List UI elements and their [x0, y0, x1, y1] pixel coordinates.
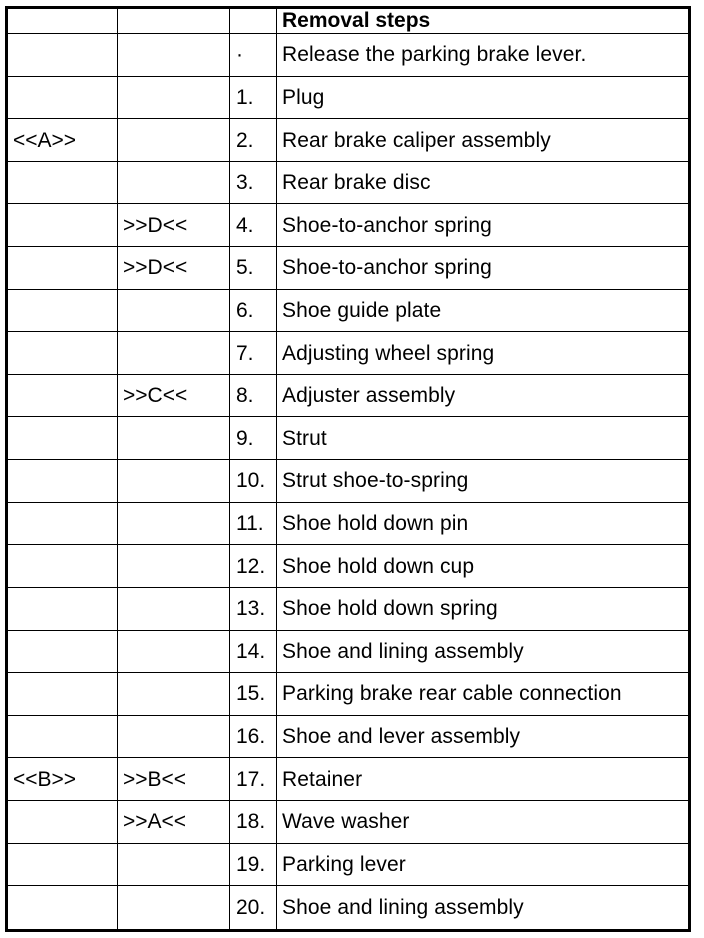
- installation-ref-cell: [7, 204, 118, 247]
- removal-ref-cell: [118, 34, 230, 77]
- step-number-cell: 18.: [230, 800, 277, 843]
- installation-ref-cell: [7, 374, 118, 417]
- step-description-cell: Shoe hold down cup: [277, 545, 690, 588]
- removal-ref-cell: >>C<<: [118, 374, 230, 417]
- step-number-cell: 5.: [230, 247, 277, 290]
- table-row: [7, 673, 690, 716]
- installation-ref-cell: [7, 34, 118, 77]
- table-row: [7, 374, 690, 417]
- step-number-cell: 19.: [230, 843, 277, 886]
- step-number-cell: 13.: [230, 587, 277, 630]
- step-description-cell: Shoe-to-anchor spring: [277, 247, 690, 290]
- removal-ref-cell: [118, 843, 230, 886]
- table-row: [7, 587, 690, 630]
- header-cell-installation-ref: [7, 8, 118, 34]
- step-description-cell: Adjuster assembly: [277, 374, 690, 417]
- table-row: [7, 417, 690, 460]
- step-number-cell: 15.: [230, 673, 277, 716]
- step-number-cell: 2.: [230, 119, 277, 162]
- step-description-cell: Wave washer: [277, 800, 690, 843]
- installation-ref-cell: [7, 247, 118, 290]
- step-description-cell: Strut shoe-to-spring: [277, 460, 690, 503]
- installation-ref-cell: [7, 630, 118, 673]
- removal-ref-cell: [118, 119, 230, 162]
- step-number-cell: 1.: [230, 76, 277, 119]
- installation-ref-cell: [7, 715, 118, 758]
- step-number-cell: 3.: [230, 161, 277, 204]
- table-row: [7, 843, 690, 886]
- installation-ref-cell: [7, 417, 118, 460]
- installation-ref-cell: [7, 332, 118, 375]
- removal-ref-cell: [118, 545, 230, 588]
- step-description-cell: Release the parking brake lever.: [277, 34, 690, 77]
- step-description-cell: Rear brake caliper assembly: [277, 119, 690, 162]
- step-description-cell: Shoe hold down spring: [277, 587, 690, 630]
- header-row: [7, 8, 690, 34]
- table-row: [7, 76, 690, 119]
- step-number-cell: 9.: [230, 417, 277, 460]
- removal-ref-cell: [118, 289, 230, 332]
- table-row: [7, 247, 690, 290]
- removal-ref-cell: [118, 332, 230, 375]
- step-description-cell: Shoe and lever assembly: [277, 715, 690, 758]
- removal-ref-cell: >>D<<: [118, 204, 230, 247]
- step-description-cell: Rear brake disc: [277, 161, 690, 204]
- step-description-cell: Parking lever: [277, 843, 690, 886]
- installation-ref-cell: [7, 76, 118, 119]
- step-description-cell: Retainer: [277, 758, 690, 801]
- installation-ref-cell: [7, 161, 118, 204]
- table-row: [7, 630, 690, 673]
- table-row: [7, 289, 690, 332]
- installation-ref-cell: <<B>>: [7, 758, 118, 801]
- step-description-cell: Parking brake rear cable connection: [277, 673, 690, 716]
- removal-ref-cell: [118, 417, 230, 460]
- step-description-cell: Strut: [277, 417, 690, 460]
- header-removal-steps: Removal steps: [277, 8, 690, 34]
- removal-ref-cell: [118, 161, 230, 204]
- step-number-cell: 4.: [230, 204, 277, 247]
- removal-ref-cell: [118, 715, 230, 758]
- table-row: [7, 34, 690, 77]
- removal-ref-cell: [118, 673, 230, 716]
- installation-ref-cell: [7, 460, 118, 503]
- step-number-cell: ·: [230, 34, 277, 77]
- removal-ref-cell: >>B<<: [118, 758, 230, 801]
- installation-ref-cell: [7, 886, 118, 931]
- step-number-cell: 14.: [230, 630, 277, 673]
- step-description-cell: Shoe hold down pin: [277, 502, 690, 545]
- header-cell-step-number: [230, 8, 277, 34]
- table-row: [7, 758, 690, 801]
- step-number-cell: 10.: [230, 460, 277, 503]
- header-cell-removal-ref: [118, 8, 230, 34]
- table-row: [7, 204, 690, 247]
- table-row: [7, 502, 690, 545]
- step-number-cell: 8.: [230, 374, 277, 417]
- step-description-cell: Shoe and lining assembly: [277, 886, 690, 931]
- table-body: [7, 34, 690, 931]
- removal-ref-cell: [118, 886, 230, 931]
- removal-ref-cell: [118, 76, 230, 119]
- installation-ref-cell: [7, 673, 118, 716]
- table-row: [7, 886, 690, 931]
- table-row: [7, 161, 690, 204]
- step-number-cell: 11.: [230, 502, 277, 545]
- removal-ref-cell: >>A<<: [118, 800, 230, 843]
- step-number-cell: 12.: [230, 545, 277, 588]
- table-row: [7, 715, 690, 758]
- removal-ref-cell: [118, 460, 230, 503]
- removal-ref-cell: >>D<<: [118, 247, 230, 290]
- installation-ref-cell: [7, 587, 118, 630]
- table-row: [7, 545, 690, 588]
- step-description-cell: Adjusting wheel spring: [277, 332, 690, 375]
- installation-ref-cell: [7, 545, 118, 588]
- step-description-cell: Shoe-to-anchor spring: [277, 204, 690, 247]
- step-number-cell: 17.: [230, 758, 277, 801]
- table-row: [7, 332, 690, 375]
- installation-ref-cell: [7, 843, 118, 886]
- removal-ref-cell: [118, 630, 230, 673]
- table-row: [7, 119, 690, 162]
- step-number-cell: 6.: [230, 289, 277, 332]
- table-row: [7, 460, 690, 503]
- removal-steps-table: [5, 6, 691, 932]
- removal-ref-cell: [118, 502, 230, 545]
- step-description-cell: Shoe guide plate: [277, 289, 690, 332]
- step-number-cell: 7.: [230, 332, 277, 375]
- step-description-cell: Shoe and lining assembly: [277, 630, 690, 673]
- step-number-cell: 20.: [230, 886, 277, 931]
- installation-ref-cell: <<A>>: [7, 119, 118, 162]
- installation-ref-cell: [7, 800, 118, 843]
- step-number-cell: 16.: [230, 715, 277, 758]
- installation-ref-cell: [7, 289, 118, 332]
- removal-ref-cell: [118, 587, 230, 630]
- installation-ref-cell: [7, 502, 118, 545]
- table-row: [7, 800, 690, 843]
- step-description-cell: Plug: [277, 76, 690, 119]
